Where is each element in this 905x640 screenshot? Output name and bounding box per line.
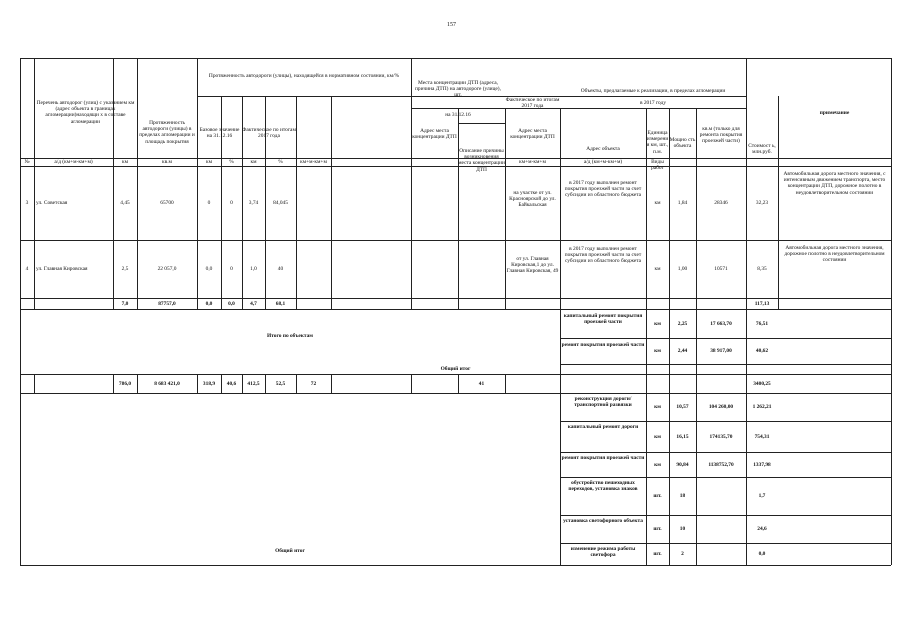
grand-dtp-2017: 41 bbox=[478, 381, 485, 387]
subtotal-cost: 117,13 bbox=[754, 301, 770, 307]
obshiy-cost: 1 262,21 bbox=[752, 404, 772, 410]
unit-sqm: кв.м bbox=[162, 159, 172, 165]
table-rule bbox=[560, 338, 891, 339]
header-cost: Стоимост ь, млн.руб. bbox=[748, 143, 776, 156]
row-power: 1,00 bbox=[677, 266, 688, 272]
table-rule bbox=[560, 543, 891, 544]
row-base-pct: 0 bbox=[230, 266, 233, 272]
header-repair-area: кв.м (только для ремонта покрытия проезжей части) bbox=[699, 126, 743, 145]
row-number: 3 bbox=[25, 200, 29, 206]
row-sqm: 28346 bbox=[714, 200, 728, 206]
row-km: 2,5 bbox=[121, 266, 129, 272]
grand-dtp-2016: 72 bbox=[310, 381, 317, 387]
header-dtp-fact: Фактическое по итогам 2017 года bbox=[505, 97, 560, 110]
row-object-address: от ул. Главная Кировская,1 до ул. Главная Кировская, 49 bbox=[506, 256, 559, 275]
itogo-power: 2,44 bbox=[677, 348, 688, 354]
unit-num: № bbox=[24, 159, 30, 165]
header-dtp-date: на 31.12.16 bbox=[445, 112, 471, 118]
table-rule bbox=[646, 374, 647, 393]
table-rule bbox=[20, 58, 21, 565]
header-dtp-address: Адрес места концентрации ДТП bbox=[412, 128, 457, 141]
subtotal-fact-km: 4,7 bbox=[250, 301, 257, 307]
header-fact-2017: Фактическое по итогам 2017 года bbox=[242, 127, 296, 140]
table-rule bbox=[746, 309, 747, 374]
header-units: Единица измерени я км, шт., п.м. bbox=[646, 130, 669, 155]
table-rule bbox=[560, 477, 891, 478]
obshiy-cost: 1337,98 bbox=[753, 461, 771, 468]
table-rule bbox=[20, 240, 891, 241]
subtotal-area: 87757,0 bbox=[158, 301, 176, 307]
table-rule bbox=[20, 565, 891, 566]
table-rule bbox=[891, 58, 892, 565]
obshiy-unit: шт. bbox=[653, 493, 662, 499]
obshiy-power: 2 bbox=[681, 551, 684, 557]
row-number: 4 bbox=[25, 266, 29, 272]
obshiy-cost: 754,31 bbox=[754, 433, 770, 440]
table-rule bbox=[197, 96, 411, 97]
grand-base-km: 318,9 bbox=[202, 381, 216, 387]
row-fact-km: 3,74 bbox=[248, 200, 259, 206]
obshiy-unit: шт. bbox=[653, 526, 662, 532]
header-road-list: Перечень автодорог (улиц) с указанием км (адрес объекта в границах агломерации)находящи х в составе агломерации bbox=[36, 100, 135, 125]
subtotal-fact-pct: 68,1 bbox=[275, 301, 286, 307]
table-rule bbox=[560, 364, 891, 365]
row-note: Автомобильная дорога местного значения, с интенсивным движением транспорта, место концентрации ДТП, дорожное полотно в неудовлетворительном состоянии bbox=[783, 171, 886, 196]
obshiy-work: реконструкция дороги/транспортной развязки bbox=[574, 396, 632, 409]
table-rule bbox=[34, 374, 35, 393]
unit-base-km: км bbox=[205, 159, 213, 165]
row-object-address: на участке от ул. Красноярской до ул. Байкальская bbox=[509, 190, 556, 209]
row-base-km: 0,0 bbox=[205, 266, 213, 272]
obshiy-unit: км bbox=[654, 404, 661, 410]
row-area: 65700 bbox=[160, 200, 174, 206]
obshiy-label: Общий итог bbox=[275, 548, 305, 554]
row-power: 1,84 bbox=[677, 200, 688, 206]
row-sqm: 10571 bbox=[714, 266, 728, 272]
header-object-address: Адрес объекта bbox=[586, 146, 620, 152]
row-unit: км bbox=[654, 200, 661, 206]
table-rule bbox=[560, 452, 891, 453]
table-rule bbox=[505, 374, 506, 393]
table-rule bbox=[560, 393, 561, 565]
unit-fact-km: км bbox=[250, 159, 257, 165]
row-fact-pct: 40 bbox=[277, 266, 284, 272]
obshiy-power: 10 bbox=[679, 526, 686, 532]
obshiy-work: изменение режима работы светофора bbox=[570, 546, 636, 559]
table-rule bbox=[669, 309, 670, 374]
table-rule bbox=[778, 96, 779, 309]
itogo-unit: км bbox=[654, 320, 661, 327]
obshiy-cost: 0,0 bbox=[758, 551, 766, 557]
obshiy-work: ремонт покрытия проезжей части bbox=[561, 455, 645, 461]
header-base-value: Базовое значение на 31.12.16 bbox=[199, 127, 240, 140]
row-works: в 2017 году выполнен ремонт покрытия проезжей части за счет субсидии из областного бюджета bbox=[564, 246, 642, 265]
obshiy-power: 10,57 bbox=[676, 404, 689, 410]
table-rule bbox=[20, 166, 891, 167]
table-rule bbox=[746, 393, 747, 565]
itogo-cost: 76,51 bbox=[755, 320, 769, 327]
itogo-cost: 40,62 bbox=[755, 348, 769, 354]
table-rule bbox=[560, 515, 891, 516]
table-rule bbox=[20, 393, 891, 394]
obshiy-work: установка светофорного объекта bbox=[563, 518, 643, 524]
obshiy-cost: 24,6 bbox=[757, 526, 767, 532]
table-rule bbox=[296, 96, 297, 309]
row-fact-km: 1,0 bbox=[250, 266, 257, 272]
grand-area: 8 683 421,0 bbox=[154, 381, 180, 387]
table-rule bbox=[669, 393, 670, 565]
itogo-work: ремонт покрытия проезжей части bbox=[561, 342, 645, 348]
unit-base-pct: % bbox=[229, 159, 234, 165]
row-area: 22 057,0 bbox=[157, 266, 177, 272]
itogo-work: капитальный ремонт покрытия проезжей части bbox=[563, 313, 643, 326]
unit-object-road: а/д (км+м-км+м) bbox=[583, 159, 623, 165]
grand-km: 786,0 bbox=[118, 381, 132, 387]
row-road: ул. Главная Кировская bbox=[36, 266, 88, 272]
table-rule bbox=[331, 374, 332, 393]
row-cost: 32,23 bbox=[755, 200, 769, 206]
table-rule bbox=[696, 309, 697, 374]
obshiy-power: 90,84 bbox=[676, 461, 689, 468]
table-rule bbox=[458, 108, 459, 309]
grand-fact-km: 412,5 bbox=[247, 381, 260, 387]
table-rule bbox=[669, 374, 670, 393]
unit-works: Виды работ bbox=[651, 159, 664, 172]
row-base-pct: 0 bbox=[230, 200, 233, 206]
obshiy-unit: км bbox=[654, 461, 661, 468]
table-rule bbox=[696, 393, 697, 565]
grand-cost: 3400,25 bbox=[753, 381, 771, 387]
obshiy-work: капитальный ремонт дороги bbox=[567, 424, 639, 430]
table-rule bbox=[646, 393, 647, 565]
row-fact-pct: 84,045 bbox=[273, 200, 288, 206]
header-year: в 2017 году bbox=[639, 100, 667, 106]
obshiy-unit: шт. bbox=[653, 551, 662, 557]
row-km: 4,45 bbox=[120, 200, 130, 206]
table-rule bbox=[34, 58, 35, 309]
obshiy-sqm: 1138752,70 bbox=[708, 461, 734, 468]
table-rule bbox=[20, 309, 891, 310]
header-dtp-address-2: Адрес места концентрации ДТП bbox=[510, 128, 555, 141]
table-rule bbox=[696, 374, 697, 393]
header-dtp-description: Описание причины возникновения места концентрации ДТП bbox=[458, 148, 505, 173]
row-unit: км bbox=[654, 266, 661, 272]
obshiy-sqm: 104 260,00 bbox=[708, 404, 734, 410]
subtotal-km: 7,0 bbox=[121, 301, 129, 307]
unit-dtp-addr: км+м-км+м bbox=[300, 159, 327, 165]
row-cost: 8,35 bbox=[757, 266, 767, 272]
table-rule bbox=[20, 298, 891, 299]
row-base-km: 0 bbox=[207, 200, 211, 206]
itogo-label: Итого по объектам bbox=[267, 333, 313, 339]
obshiy-work: обустройство пешеходных переходов, установка знаков bbox=[568, 480, 638, 493]
header-power: Мощно сть объекта bbox=[669, 137, 696, 150]
table-rule bbox=[331, 96, 332, 309]
header-objects-group: Объекты, предлагаемые к реализации, в пределах агломерации bbox=[580, 88, 726, 94]
row-note: Автомобильная дорога местного значения, дорожное полотно в неудовлетворительном состоянии bbox=[784, 245, 885, 264]
row-road: ул. Советская bbox=[36, 200, 68, 206]
table-rule bbox=[458, 123, 505, 124]
grand-header: Общий итог bbox=[440, 366, 471, 372]
itogo-power: 2,25 bbox=[677, 320, 688, 327]
table-rule bbox=[20, 58, 891, 59]
obshiy-sqm: 174135,70 bbox=[709, 433, 733, 440]
header-length-group: Протяженность автодороги (улицы), находящейся в нормативном состоянии, км/% bbox=[208, 73, 400, 79]
grand-base-pct: 40,6 bbox=[226, 381, 237, 387]
unit-km: км bbox=[121, 159, 129, 165]
itogo-sqm: 38 917,00 bbox=[710, 348, 732, 354]
unit-dtp-addr2: км+м-км+м bbox=[519, 159, 546, 165]
page-number: 157 bbox=[447, 22, 456, 28]
subtotal-base-km: 0,0 bbox=[205, 301, 213, 307]
obshiy-cost: 1,7 bbox=[758, 493, 766, 499]
obshiy-power: 16,15 bbox=[676, 433, 689, 440]
table-rule bbox=[560, 108, 561, 309]
grand-fact-pct: 52,5 bbox=[275, 381, 286, 387]
itogo-sqm: 17 663,70 bbox=[710, 320, 732, 327]
header-dtp-group: Места концентрации ДТП (адреса, причина ДТП) на автодороге (улице), шт. bbox=[415, 80, 501, 99]
itogo-unit: км bbox=[654, 348, 661, 354]
header-total-length: Протяженность автодороги (улицы) в пределах агломерации и площадь покрытия bbox=[139, 120, 195, 145]
row-works: в 2017 году выполнен ремонт покрытия проезжей части за счет субсидии из областного бюджета bbox=[564, 180, 642, 199]
unit-fact-pct: % bbox=[278, 159, 283, 165]
obshiy-unit: км bbox=[654, 433, 661, 440]
obshiy-power: 18 bbox=[679, 493, 686, 499]
table-rule bbox=[560, 421, 891, 422]
subtotal-base-pct: 0,0 bbox=[228, 301, 235, 307]
unit-road: а/д (км+м-км+м) bbox=[54, 159, 93, 165]
table-rule bbox=[411, 374, 412, 393]
header-note: примечание bbox=[819, 110, 850, 116]
table-rule bbox=[20, 374, 891, 375]
table-rule bbox=[560, 374, 561, 393]
table-rule bbox=[646, 309, 647, 374]
